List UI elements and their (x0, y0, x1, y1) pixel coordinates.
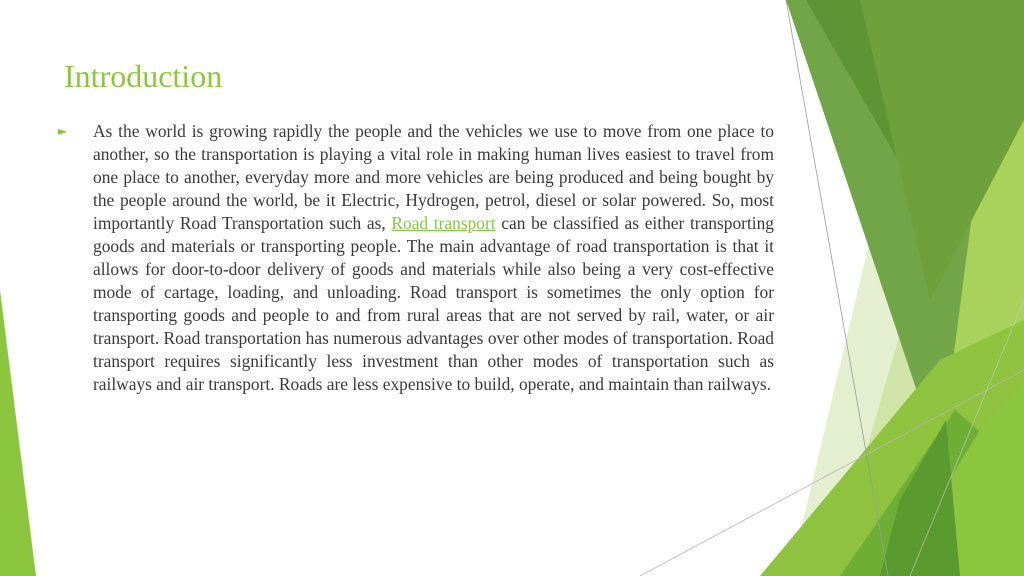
paragraph-text-after-link: can be classified as either transporting goods and materials or transporting people. The main advantage of road transportation is that it allows for door-to-door delivery of goods and materials while also being a very cost-effective mode of cartage, loading, and unloading. Road transport is sometimes the only option for transporting goods and people to and from rural areas that are not served by rail, water, or air transport. Road transportation has numerous advantages over other modes of transportation. Road transport requires significantly less investment than other modes of transportation such as railways and air transport. Roads are less expensive to build, operate, and maintain than railways. (93, 213, 774, 394)
paragraph-text-before-link: As the world is growing rapidly the people and the vehicles we use to move from one place to another, so the transportation is playing a vital role in making human lives easiest to travel from one place to another, everyday more and more vehicles are being produced and being bought by the people around the world, be it Electric, Hydrogen, petrol, diesel or solar powered. So, most importantly Road Transportation such as, (93, 121, 774, 233)
bullet-item (58, 120, 774, 396)
slide-title: Introduction (64, 58, 223, 94)
bullet-paragraph (93, 120, 774, 396)
facet-left-edge (0, 290, 36, 576)
triangle-right-bullet-icon: ► (58, 124, 68, 138)
road-transport-link[interactable]: Road transport (391, 213, 496, 233)
